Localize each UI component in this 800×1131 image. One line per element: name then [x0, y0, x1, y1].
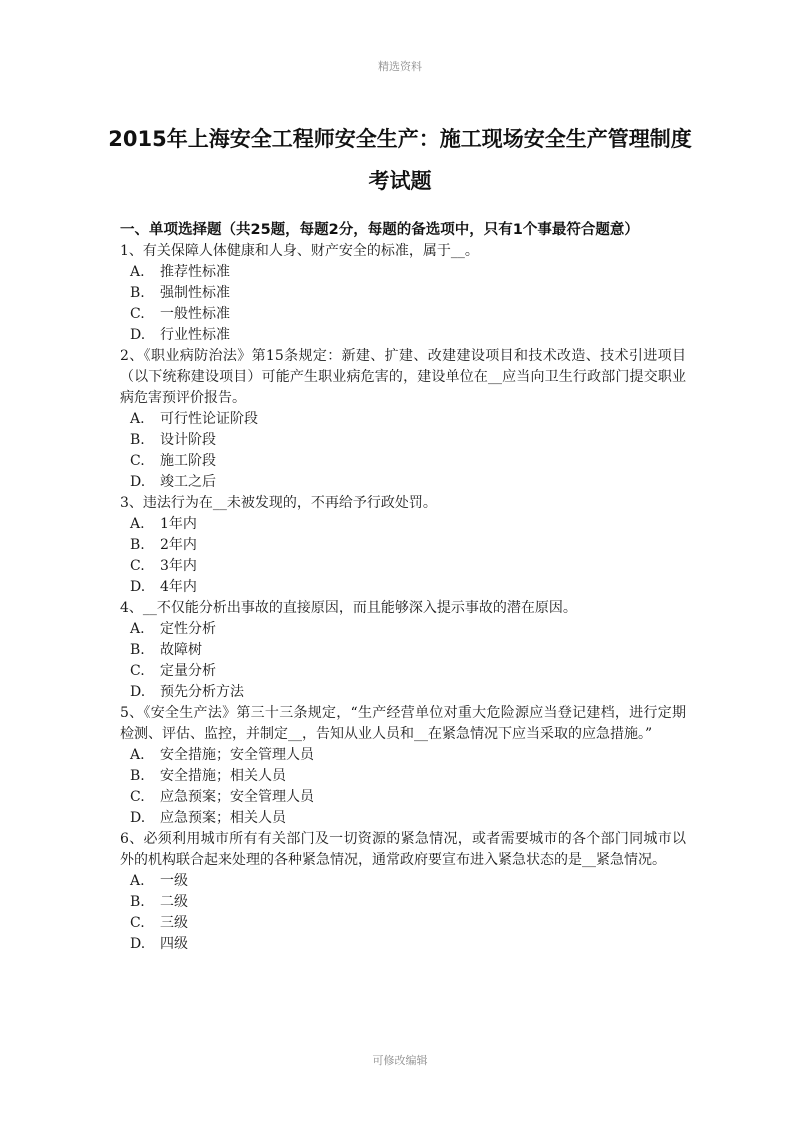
option-text: 安全措施；相关人员 — [160, 768, 286, 784]
question-stem: 1、有关保障人体健康和人身、财产安全的标准，属于__。 — [120, 243, 479, 259]
option-a — [120, 871, 686, 892]
option-d — [120, 808, 686, 829]
question-6 — [120, 829, 686, 955]
option-text: 3年内 — [160, 558, 197, 574]
option-text: 应急预案；相关人员 — [160, 810, 286, 826]
option-d — [120, 682, 686, 703]
option-text: 应急预案；安全管理人员 — [160, 789, 314, 805]
question-stem: 5、《安全生产法》第三十三条规定，“生产经营单位对重大危险源应当登记建档，进行定期检测、评估、监控，并制定__，告知从业人员和__在紧急情况下应当采取的应急措施。” — [120, 705, 686, 742]
option-letter: C. — [130, 453, 145, 469]
option-d — [120, 472, 686, 493]
option-c — [120, 556, 686, 577]
option-b — [120, 766, 686, 787]
question-4 — [120, 598, 686, 703]
option-letter: D. — [130, 579, 146, 595]
option-letter: A. — [130, 411, 145, 427]
option-text: 故障树 — [160, 642, 202, 658]
option-letter: A. — [130, 621, 145, 637]
option-c — [120, 304, 686, 325]
option-text: 强制性标准 — [160, 285, 230, 301]
option-text: 推荐性标准 — [160, 264, 230, 280]
option-letter: D. — [130, 474, 146, 490]
document-title: 2015年上海安全工程师安全生产：施工现场安全生产管理制度考试题 — [108, 127, 692, 193]
option-a — [120, 514, 686, 535]
question-2 — [120, 346, 686, 493]
page-footer-note: 可修改编辑 — [372, 1054, 428, 1067]
option-b — [120, 535, 686, 556]
option-text: 定量分析 — [160, 663, 216, 679]
option-text: 行业性标准 — [160, 327, 230, 343]
option-text: 施工阶段 — [160, 453, 216, 469]
section-heading: 一、单项选择题（共25题，每题2分，每题的备选项中，只有1个事最符合题意） — [120, 222, 639, 238]
option-d — [120, 325, 686, 346]
option-letter: A. — [130, 747, 145, 763]
question-5 — [120, 703, 686, 829]
option-text: 2年内 — [160, 537, 197, 553]
option-letter: C. — [130, 306, 145, 322]
option-b — [120, 892, 686, 913]
option-text: 安全措施；安全管理人员 — [160, 747, 314, 763]
option-letter: D. — [130, 810, 146, 826]
option-letter: D. — [130, 684, 146, 700]
option-d — [120, 577, 686, 598]
option-text: 可行性论证阶段 — [160, 411, 258, 427]
option-d — [120, 934, 686, 955]
option-text: 二级 — [160, 894, 188, 910]
option-letter: A. — [130, 873, 145, 889]
option-text: 三级 — [160, 915, 188, 931]
option-a — [120, 745, 686, 766]
option-letter: B. — [130, 768, 145, 784]
option-c — [120, 451, 686, 472]
option-a — [120, 619, 686, 640]
option-letter: C. — [130, 915, 145, 931]
option-text: 4年内 — [160, 579, 197, 595]
option-letter: B. — [130, 642, 145, 658]
question-stem: 4、__不仅能分析出事故的直接原因，而且能够深入提示事故的潜在原因。 — [120, 600, 577, 616]
option-c — [120, 661, 686, 682]
option-b — [120, 430, 686, 451]
option-b — [120, 640, 686, 661]
question-1 — [120, 241, 686, 346]
option-text: 一级 — [160, 873, 188, 889]
option-text: 一般性标准 — [160, 306, 230, 322]
option-text: 竣工之后 — [160, 474, 216, 490]
question-stem: 2、《职业病防治法》第15条规定：新建、扩建、改建建设项目和技术改造、技术引进项目（以下统称建设项目）可能产生职业病危害的，建设单位在__应当向卫生行政部门提交职业病危害预评价报告。 — [120, 348, 686, 406]
option-letter: C. — [130, 663, 145, 679]
option-text: 设计阶段 — [160, 432, 216, 448]
option-letter: B. — [130, 285, 145, 301]
option-letter: C. — [130, 789, 145, 805]
option-letter: B. — [130, 894, 145, 910]
option-text: 1年内 — [160, 516, 197, 532]
option-letter: C. — [130, 558, 145, 574]
option-text: 定性分析 — [160, 621, 216, 637]
option-letter: B. — [130, 432, 145, 448]
option-letter: A. — [130, 516, 145, 532]
option-a — [120, 262, 686, 283]
option-letter: D. — [130, 327, 146, 343]
option-text: 预先分析方法 — [160, 684, 244, 700]
option-text: 四级 — [160, 936, 188, 952]
option-c — [120, 787, 686, 808]
option-letter: B. — [130, 537, 145, 553]
option-a — [120, 409, 686, 430]
question-stem: 3、违法行为在__未被发现的，不再给予行政处罚。 — [120, 495, 437, 511]
question-3 — [120, 493, 686, 598]
option-letter: D. — [130, 936, 146, 952]
exam-content — [120, 220, 686, 955]
option-letter: A. — [130, 264, 145, 280]
option-c — [120, 913, 686, 934]
option-b — [120, 283, 686, 304]
page-header-note: 精选资料 — [378, 60, 422, 73]
question-stem: 6、必须利用城市所有有关部门及一切资源的紧急情况，或者需要城市的各个部门同城市以外的机构联合起来处理的各种紧急情况，通常政府要宣布进入紧急状态的是__紧急情况。 — [120, 831, 686, 868]
